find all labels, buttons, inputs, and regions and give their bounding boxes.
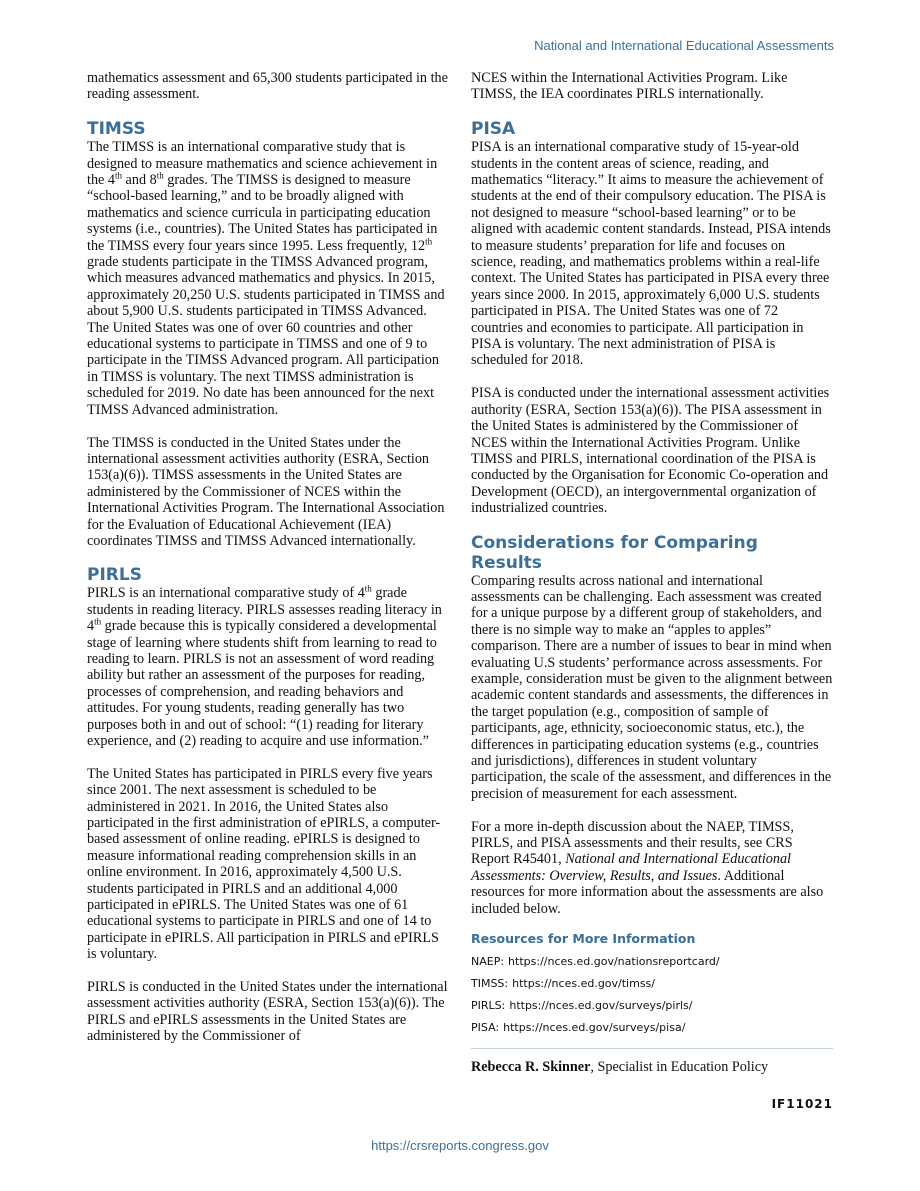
resource-item-pirls [471, 1000, 833, 1012]
pisa-paragraph-2: PISA is conducted under the international assessment activities authority (ESRA, Section 153(a)(6)). The PISA assessment in the United States is administered by the Commissioner of NCES within the International Activities Program. Unlike TIMSS and PIRLS, international coordination of the PISA is conducted by the Organisation for Economic Co-operation and Development (OECD), an intergovernmental organization of industrialized countries. [471, 385, 830, 517]
pisa-heading: PISA [471, 119, 516, 140]
resource-link-naep[interactable]: https://nces.ed.gov/nationsreportcard/ [508, 955, 720, 969]
resource-label: NAEP: [471, 955, 505, 969]
resource-label: TIMSS: [471, 977, 509, 991]
resources-heading: Resources for More Information [471, 931, 696, 947]
page-header-title: National and International Educational Assessments [534, 38, 834, 53]
resource-link-pirls[interactable]: https://nces.ed.gov/surveys/pirls/ [509, 999, 693, 1013]
author-divider [471, 1048, 833, 1049]
report-title-italic: National and International Educational Assessments: Overview, Results, and Issues [471, 851, 791, 884]
resource-link-pisa[interactable]: https://nces.ed.gov/surveys/pisa/ [503, 1021, 686, 1035]
resource-item-pisa [471, 1022, 833, 1034]
pirls-paragraph-1: PIRLS is an international comparative study of 4th grade students in reading literacy. PIRLS assesses reading literacy in 4th grade because this is typically considered a developmental stage of learning where students shift from learning to read to reading to learn. PIRLS is not an assessment of word reading ability but rather an assessment of the purposes for reading, processes of comprehension, and reading behaviors and attitudes. For young students, reading generally has two purposes both in and out of school: “(1) reading for literary experience, and (2) reading to acquire and use information.” [87, 583, 442, 749]
author-line [471, 1059, 833, 1075]
considerations-paragraph-2: For a more in-depth discussion about the NAEP, TIMSS, PIRLS, and PISA assessments and their results, see CRS Report R45401, National and International Educational Assessments: Overview, Results, and Issues. Additional resources for more information about the assessments are also included below. [471, 818, 824, 917]
footer-link[interactable]: https://crsreports.congress.gov [371, 1138, 549, 1153]
intro-paragraph: mathematics assessment and 65,300 students participated in the reading assessment. [87, 70, 448, 103]
pirls-continuation-paragraph: NCES within the International Activities Program. Like TIMSS, the IEA coordinates PIRLS internationally. [471, 70, 788, 103]
left-column [87, 70, 449, 1045]
resource-label: PISA: [471, 1021, 500, 1035]
pirls-paragraph-3: PIRLS is conducted in the United States under the international assessment activities authority (ESRA, Section 153(a)(6)). The PIRLS and ePIRLS assessments in the United States are administered by the Commissioner of [87, 979, 448, 1045]
author-title: , Specialist in Education Policy [590, 1059, 769, 1076]
timss-paragraph-2: The TIMSS is conducted in the United States under the international assessment activities authority (ESRA, Section 153(a)(6)). TIMSS assessments in the United States are administered by the Commissioner of NCES within the International Activities Program. The International Association for the Evaluation of Educational Achievement (IEA) coordinates TIMSS and TIMSS Advanced internationally. [87, 434, 445, 549]
pirls-heading: PIRLS [87, 565, 142, 586]
timss-heading: TIMSS [87, 119, 146, 140]
document-id: IF11021 [771, 1097, 833, 1111]
pirls-paragraph-2: The United States has participated in PIRLS every five years since 2001. The next assessment is scheduled to be administered in 2021. In 2016, the United States also participated in the first administration of ePIRLS, a computer-based assessment of online reading. ePIRLS is designed to measure informational reading comprehension skills in an online environment. In 2016, approximately 4,500 U.S. students participated in PIRLS and an additional 4,000 participated in ePIRLS. The United States was one of 61 educational systems to participate in PIRLS and one of 14 to participate in ePIRLS. All participation in PIRLS and ePIRLS is voluntary. [87, 765, 441, 963]
timss-paragraph-1: The TIMSS is an international comparative study that is designed to measure mathematics and science achievement in the 4th and 8th grades. The TIMSS is designed to measure “school-based learning,” and to be broadly aligned with mathematics and science curricula in participating education systems (i.e., countries). The United States has participated in the TIMSS every four years since 1995. Less frequently, 12th grade students participate in the TIMSS Advanced program, which measures advanced mathematics and physics. In 2015, approximately 20,250 U.S. students participated in TIMSS and about 5,900 U.S. students participated in TIMSS Advanced. The United States was one of over 60 countries and other educational systems to participate in TIMSS and one of 9 to participate in the TIMSS Advanced program. All participation in TIMSS is voluntary. The next TIMSS administration is scheduled for 2019. No date has been announced for the next TIMSS Advanced administration. [87, 139, 445, 418]
resource-label: PIRLS: [471, 999, 506, 1013]
pisa-paragraph-1: PISA is an international comparative study of 15-year-old students in the content areas of science, reading, and mathematics “literacy.” It aims to measure the achievement of students at the end of their compulsory education. The PISA is not designed to measure “school-based learning” or to be aligned with academic content standards. Instead, PISA intends to measure students’ preparation for life and focuses on science, reading, and mathematics problems within a real-life context. The United States has participated in PISA every three years since 2000. In 2015, approximately 6,000 U.S. students participated in PISA. The United States was one of 72 countries and economies to participate. All participation in PISA is voluntary. The next administration of PISA is scheduled for 2018. [471, 139, 831, 369]
considerations-heading: Considerations for Comparing Results [471, 532, 758, 573]
resource-item-naep [471, 956, 833, 968]
resource-link-timss[interactable]: https://nces.ed.gov/timss/ [512, 977, 655, 991]
author-name: Rebecca R. Skinner [471, 1059, 591, 1076]
resource-item-timss [471, 978, 833, 990]
considerations-paragraph-1: Comparing results across national and international assessments can be challenging. Each assessment was created for a unique purpose by a different group of stakeholders, and there is no simple way to make an “apples to apples” comparison. There are a number of issues to bear in mind when evaluating U.S students’ performance across assessments. For example, consideration must be given to the alignment between academic content standards and assessments, the differences in the target population (e.g., composition of sample of participants, age, ethnicity, socioeconomic status, etc.), the differences in participating education systems (e.g., countries and jurisdictions), differences in student voluntary participation, the scale of the assessment, and differences in the precision of measurement for each assessment. [471, 572, 833, 802]
right-column [471, 70, 833, 1075]
